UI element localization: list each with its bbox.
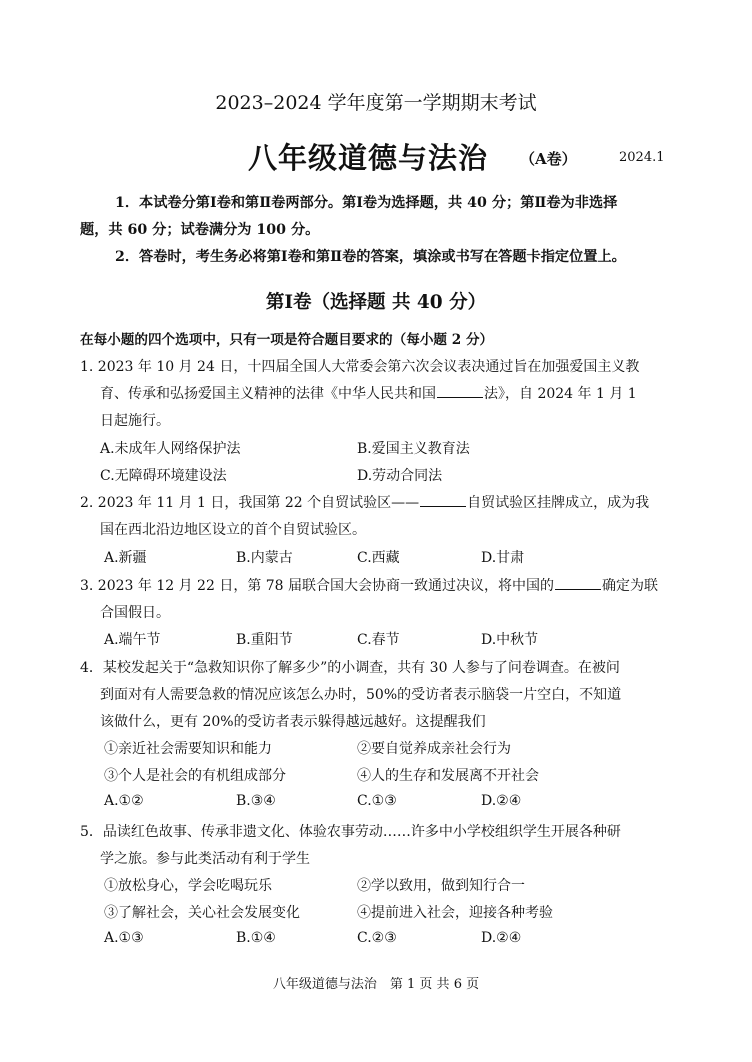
paper-type: （A卷）: [520, 150, 577, 168]
q1-line-2-before: 育、传承和弘扬爱国主义精神的法律《中华人民共和国: [100, 386, 436, 402]
q4-item-1: ①亲近社会需要知识和能力: [104, 741, 272, 757]
q5-item-1: ①放松身心，学会吃喝玩乐: [104, 878, 272, 894]
section-instruction: 在每小题的四个选项中，只有一项是符合题目要求的（每小题 2 分）: [80, 332, 494, 348]
q2-line-1-after: 自贸试验区挂牌成立，成为我: [467, 495, 650, 511]
note-2: 2．答卷时，考生务必将第Ⅰ卷和第Ⅱ卷的答案，填涂或书写在答题卡指定位置上。: [115, 249, 626, 265]
q1-option-a: A.未成年人网络保护法: [100, 441, 241, 457]
q4-option-c: C.①③: [357, 793, 397, 809]
page-footer: 八年级道德与法治 第 1 页 共 6 页: [272, 977, 480, 992]
q4-item-2: ②要自觉养成亲社会行为: [357, 741, 511, 757]
answer-blank: [420, 494, 466, 507]
exam-title: 2023–2024 学年度第一学期期末考试: [215, 92, 537, 114]
subject-title: 八年级道德与法治: [248, 141, 489, 175]
q5-option-d: D.②④: [481, 930, 522, 946]
q3-option-d: D.中秋节: [481, 632, 539, 648]
q1-line-2-after: 法》，自 2024 年 1 月 1: [484, 386, 637, 402]
q4-option-a: A.①②: [104, 793, 144, 809]
q2-option-a: A.新疆: [104, 550, 147, 566]
q3-option-b: B.重阳节: [236, 632, 293, 648]
q5-line-2: 学之旅。参与此类活动有利于学生: [100, 851, 310, 867]
q4-option-d: D.②④: [481, 793, 522, 809]
q3-line-1: [80, 575, 658, 595]
q5-option-b: B.①④: [236, 930, 276, 946]
q3-option-a: A.端午节: [104, 632, 161, 648]
q2-option-c: C.西藏: [357, 550, 400, 566]
q4-line-2: 到面对有人需要急救的情况应该怎么办时，50%的受访者表示脑袋一片空白，不知道: [100, 687, 622, 703]
q4-item-3: ③个人是社会的有机组成部分: [104, 768, 286, 784]
q4-item-4: ④人的生存和发展离不开社会: [357, 768, 539, 784]
q5-option-c: C.②③: [357, 930, 397, 946]
q5-item-3: ③了解社会，关心社会发展变化: [104, 905, 300, 921]
q2-option-b: B.内蒙古: [236, 550, 293, 566]
q2-line-1: [80, 492, 649, 512]
q3-line-2: 合国假日。: [100, 605, 170, 621]
q4-line-1: 4．某校发起关于“急救知识你了解多少”的小调查，共有 30 人参与了问卷调查。在被问: [80, 660, 620, 676]
q2-line-2: 国在西北沿边地区设立的首个自贸试验区。: [100, 522, 366, 538]
q5-line-1: 5．品读红色故事、传承非遗文化、体验农事劳动……许多中小学校组织学生开展各种研: [80, 824, 621, 840]
section-title: 第Ⅰ卷（选择题 共 40 分）: [265, 292, 487, 313]
note-1-line-2: 题，共 60 分；试卷满分为 100 分。: [80, 222, 320, 238]
exam-date: 2024.1: [619, 150, 665, 165]
q1-option-b: B.爱国主义教育法: [357, 441, 470, 457]
q3-option-c: C.春节: [357, 632, 400, 648]
q5-item-4: ④提前进入社会，迎接各种考验: [357, 905, 553, 921]
q1-line-1: 1. 2023 年 10 月 24 日，十四届全国人大常委会第六次会议表决通过旨在加强爱国主义教: [80, 359, 640, 375]
q2-line-1-before: 2. 2023 年 11 月 1 日，我国第 22 个自贸试验区——: [80, 495, 420, 511]
note-1-line-1: 1．本试卷分第Ⅰ卷和第Ⅱ卷两部分。第Ⅰ卷为选择题，共 40 分；第Ⅱ卷为非选择: [115, 195, 618, 211]
q1-line-2: [100, 383, 637, 403]
answer-blank: [555, 577, 601, 590]
q3-line-1-after: 确定为联: [602, 578, 659, 594]
q4-option-b: B.③④: [236, 793, 276, 809]
q1-option-d: D.劳动合同法: [357, 468, 443, 484]
q1-option-c: C.无障碍环境建设法: [100, 468, 227, 484]
answer-blank: [437, 385, 483, 398]
q5-item-2: ②学以致用，做到知行合一: [357, 878, 525, 894]
q2-option-d: D.甘肃: [481, 550, 525, 566]
q5-option-a: A.①③: [104, 930, 144, 946]
q3-line-1-before: 3. 2023 年 12 月 22 日，第 78 届联合国大会协商一致通过决议，将中国的: [80, 578, 555, 594]
q4-line-3: 该做什么，更有 20%的受访者表示躲得越远越好。这提醒我们: [100, 714, 486, 730]
q1-line-3: 日起施行。: [100, 413, 170, 429]
